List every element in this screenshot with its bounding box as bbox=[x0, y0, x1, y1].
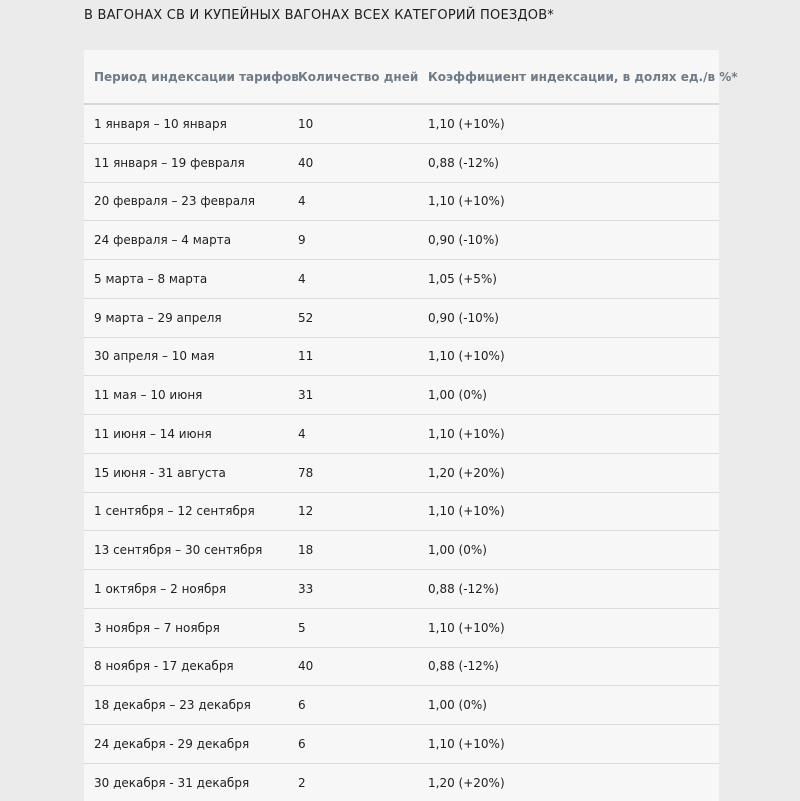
cell-coefficient: 1,20 (+20%) bbox=[418, 763, 719, 801]
cell-period: 11 января – 19 февраля bbox=[84, 143, 288, 182]
cell-days: 33 bbox=[288, 570, 418, 609]
cell-period: 20 февраля – 23 февраля bbox=[84, 182, 288, 221]
cell-days: 10 bbox=[288, 104, 418, 143]
cell-days: 6 bbox=[288, 725, 418, 764]
cell-period: 11 мая – 10 июня bbox=[84, 376, 288, 415]
cell-period: 8 ноября - 17 декабря bbox=[84, 647, 288, 686]
cell-coefficient: 1,10 (+10%) bbox=[418, 725, 719, 764]
cell-coefficient: 1,00 (0%) bbox=[418, 531, 719, 570]
cell-period: 13 сентября – 30 сентября bbox=[84, 531, 288, 570]
cell-days: 78 bbox=[288, 453, 418, 492]
tariff-index-table bbox=[84, 50, 738, 801]
cell-days: 12 bbox=[288, 492, 418, 531]
cell-period: 9 марта – 29 апреля bbox=[84, 298, 288, 337]
cell-days: 4 bbox=[288, 182, 418, 221]
table-row bbox=[84, 376, 719, 415]
cell-period: 18 декабря – 23 декабря bbox=[84, 686, 288, 725]
cell-period: 30 декабря - 31 декабря bbox=[84, 763, 288, 801]
cell-coefficient: 1,10 (+10%) bbox=[418, 182, 719, 221]
cell-coefficient: 0,90 (-10%) bbox=[418, 221, 719, 260]
cell-days: 40 bbox=[288, 143, 418, 182]
header-coefficient: Коэффициент индексации, в долях ед./в %* bbox=[418, 50, 719, 104]
cell-days: 11 bbox=[288, 337, 418, 376]
table-row bbox=[84, 608, 719, 647]
cell-coefficient: 1,10 (+10%) bbox=[418, 608, 719, 647]
cell-period: 1 января – 10 января bbox=[84, 104, 288, 143]
cell-period: 3 ноября – 7 ноября bbox=[84, 608, 288, 647]
cell-days: 52 bbox=[288, 298, 418, 337]
cell-days: 4 bbox=[288, 260, 418, 299]
cell-period: 24 февраля – 4 марта bbox=[84, 221, 288, 260]
cell-coefficient: 0,88 (-12%) bbox=[418, 143, 719, 182]
table-row bbox=[84, 260, 719, 299]
cell-period: 1 октября – 2 ноября bbox=[84, 570, 288, 609]
cell-period: 1 сентября – 12 сентября bbox=[84, 492, 288, 531]
table-row bbox=[84, 298, 719, 337]
tariff-table-card bbox=[84, 50, 738, 801]
table-row bbox=[84, 763, 719, 801]
cell-coefficient: 0,90 (-10%) bbox=[418, 298, 719, 337]
cell-days: 2 bbox=[288, 763, 418, 801]
cell-period: 15 июня - 31 августа bbox=[84, 453, 288, 492]
cell-coefficient: 1,10 (+10%) bbox=[418, 415, 719, 454]
table-row bbox=[84, 570, 719, 609]
table-row bbox=[84, 143, 719, 182]
header-period: Период индексации тарифов bbox=[84, 50, 288, 104]
table-row bbox=[84, 531, 719, 570]
cell-coefficient: 1,10 (+10%) bbox=[418, 337, 719, 376]
cell-period: 11 июня – 14 июня bbox=[84, 415, 288, 454]
cell-days: 5 bbox=[288, 608, 418, 647]
cell-coefficient: 0,88 (-12%) bbox=[418, 647, 719, 686]
cell-coefficient: 1,00 (0%) bbox=[418, 376, 719, 415]
cell-days: 6 bbox=[288, 686, 418, 725]
cell-coefficient: 1,00 (0%) bbox=[418, 686, 719, 725]
cell-period: 5 марта – 8 марта bbox=[84, 260, 288, 299]
table-row bbox=[84, 453, 719, 492]
table-header-row bbox=[84, 50, 719, 104]
table-row bbox=[84, 725, 719, 764]
table-row bbox=[84, 647, 719, 686]
table-row bbox=[84, 337, 719, 376]
header-days: Количество дней bbox=[288, 50, 418, 104]
table-row bbox=[84, 104, 719, 143]
cell-days: 4 bbox=[288, 415, 418, 454]
cell-coefficient: 0,88 (-12%) bbox=[418, 570, 719, 609]
table-row bbox=[84, 221, 719, 260]
cell-coefficient: 1,05 (+5%) bbox=[418, 260, 719, 299]
table-row bbox=[84, 415, 719, 454]
cell-period: 30 апреля – 10 мая bbox=[84, 337, 288, 376]
section-heading: В ВАГОНАХ СВ И КУПЕЙНЫХ ВАГОНАХ ВСЕХ КАТЕГОРИЙ ПОЕЗДОВ* bbox=[84, 8, 555, 23]
table-row bbox=[84, 182, 719, 221]
cell-days: 9 bbox=[288, 221, 418, 260]
table-row bbox=[84, 686, 719, 725]
cell-coefficient: 1,10 (+10%) bbox=[418, 492, 719, 531]
table-body bbox=[84, 104, 719, 801]
cell-days: 31 bbox=[288, 376, 418, 415]
cell-coefficient: 1,20 (+20%) bbox=[418, 453, 719, 492]
table-row bbox=[84, 492, 719, 531]
cell-days: 40 bbox=[288, 647, 418, 686]
cell-coefficient: 1,10 (+10%) bbox=[418, 104, 719, 143]
cell-days: 18 bbox=[288, 531, 418, 570]
cell-period: 24 декабря - 29 декабря bbox=[84, 725, 288, 764]
